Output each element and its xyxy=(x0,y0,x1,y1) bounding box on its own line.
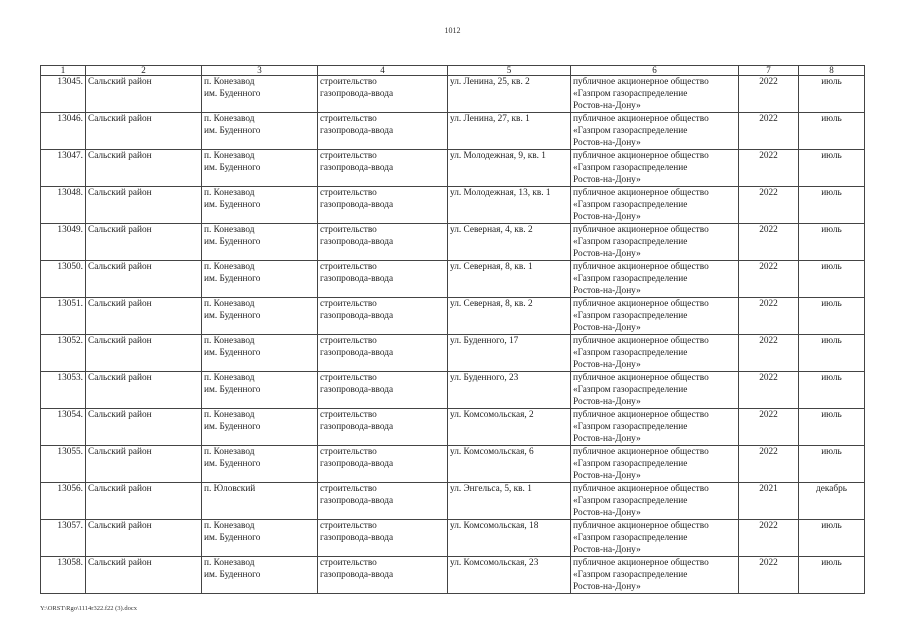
month-cell: июль xyxy=(799,113,865,150)
month-cell: июль xyxy=(799,557,865,594)
locality-cell: п. Конезавод им. Буденного xyxy=(202,298,318,335)
row-number-cell: 13050. xyxy=(41,261,86,298)
district-cell: Сальский район xyxy=(86,261,202,298)
work-type-cell: строительство газопровода-ввода xyxy=(318,76,448,113)
table-row xyxy=(41,76,865,113)
table-row xyxy=(41,409,865,446)
column-header: 1 xyxy=(41,66,86,76)
row-number-cell: 13052. xyxy=(41,335,86,372)
address-cell: ул. Ленина, 25, кв. 2 xyxy=(448,76,571,113)
work-type-cell: строительство газопровода-ввода xyxy=(318,372,448,409)
table-row xyxy=(41,520,865,557)
organization-cell: публичное акционерное общество «Газпром газораспределение Ростов-на-Дону» xyxy=(571,113,739,150)
address-cell: ул. Северная, 4, кв. 2 xyxy=(448,224,571,261)
year-cell: 2022 xyxy=(739,113,799,150)
month-cell: декабрь xyxy=(799,483,865,520)
work-type-cell: строительство газопровода-ввода xyxy=(318,446,448,483)
locality-cell: п. Конезавод им. Буденного xyxy=(202,113,318,150)
year-cell: 2022 xyxy=(739,187,799,224)
locality-cell: п. Конезавод им. Буденного xyxy=(202,446,318,483)
year-cell: 2022 xyxy=(739,446,799,483)
address-cell: ул. Комсомольская, 2 xyxy=(448,409,571,446)
locality-cell: п. Конезавод им. Буденного xyxy=(202,187,318,224)
table-row xyxy=(41,187,865,224)
row-number-cell: 13053. xyxy=(41,372,86,409)
address-cell: ул. Северная, 8, кв. 2 xyxy=(448,298,571,335)
table-row xyxy=(41,298,865,335)
work-type-cell: строительство газопровода-ввода xyxy=(318,224,448,261)
month-cell: июль xyxy=(799,335,865,372)
district-cell: Сальский район xyxy=(86,557,202,594)
district-cell: Сальский район xyxy=(86,409,202,446)
year-cell: 2022 xyxy=(739,298,799,335)
year-cell: 2022 xyxy=(739,372,799,409)
organization-cell: публичное акционерное общество «Газпром газораспределение Ростов-на-Дону» xyxy=(571,520,739,557)
column-header: 2 xyxy=(86,66,202,76)
organization-cell: публичное акционерное общество «Газпром газораспределение Ростов-на-Дону» xyxy=(571,372,739,409)
work-type-cell: строительство газопровода-ввода xyxy=(318,150,448,187)
district-cell: Сальский район xyxy=(86,298,202,335)
row-number-cell: 13056. xyxy=(41,483,86,520)
work-type-cell: строительство газопровода-ввода xyxy=(318,187,448,224)
locality-cell: п. Конезавод им. Буденного xyxy=(202,335,318,372)
address-cell: ул. Молодежная, 13, кв. 1 xyxy=(448,187,571,224)
district-cell: Сальский район xyxy=(86,372,202,409)
month-cell: июль xyxy=(799,76,865,113)
row-number-cell: 13055. xyxy=(41,446,86,483)
column-header: 3 xyxy=(202,66,318,76)
district-cell: Сальский район xyxy=(86,483,202,520)
year-cell: 2022 xyxy=(739,557,799,594)
month-cell: июль xyxy=(799,520,865,557)
year-cell: 2022 xyxy=(739,409,799,446)
district-cell: Сальский район xyxy=(86,224,202,261)
column-header: 4 xyxy=(318,66,448,76)
address-cell: ул. Ленина, 27, кв. 1 xyxy=(448,113,571,150)
row-number-cell: 13049. xyxy=(41,224,86,261)
locality-cell: п. Конезавод им. Буденного xyxy=(202,150,318,187)
row-number-cell: 13046. xyxy=(41,113,86,150)
organization-cell: публичное акционерное общество «Газпром газораспределение Ростов-на-Дону» xyxy=(571,446,739,483)
address-cell: ул. Молодежная, 9, кв. 1 xyxy=(448,150,571,187)
table-row xyxy=(41,113,865,150)
row-number-cell: 13048. xyxy=(41,187,86,224)
work-type-cell: строительство газопровода-ввода xyxy=(318,483,448,520)
address-cell: ул. Комсомольская, 18 xyxy=(448,520,571,557)
row-number-cell: 13054. xyxy=(41,409,86,446)
year-cell: 2021 xyxy=(739,483,799,520)
row-number-cell: 13057. xyxy=(41,520,86,557)
organization-cell: публичное акционерное общество «Газпром газораспределение Ростов-на-Дону» xyxy=(571,557,739,594)
organization-cell: публичное акционерное общество «Газпром газораспределение Ростов-на-Дону» xyxy=(571,224,739,261)
registry-table xyxy=(40,65,865,594)
address-cell: ул. Комсомольская, 6 xyxy=(448,446,571,483)
month-cell: июль xyxy=(799,224,865,261)
district-cell: Сальский район xyxy=(86,76,202,113)
year-cell: 2022 xyxy=(739,261,799,298)
district-cell: Сальский район xyxy=(86,446,202,483)
page-number: 1012 xyxy=(444,26,461,35)
district-cell: Сальский район xyxy=(86,335,202,372)
year-cell: 2022 xyxy=(739,520,799,557)
year-cell: 2022 xyxy=(739,335,799,372)
table-row xyxy=(41,446,865,483)
table-row xyxy=(41,557,865,594)
organization-cell: публичное акционерное общество «Газпром газораспределение Ростов-на-Дону» xyxy=(571,187,739,224)
work-type-cell: строительство газопровода-ввода xyxy=(318,520,448,557)
locality-cell: п. Конезавод им. Буденного xyxy=(202,224,318,261)
organization-cell: публичное акционерное общество «Газпром газораспределение Ростов-на-Дону» xyxy=(571,261,739,298)
locality-cell: п. Конезавод им. Буденного xyxy=(202,76,318,113)
month-cell: июль xyxy=(799,187,865,224)
organization-cell: публичное акционерное общество «Газпром газораспределение Ростов-на-Дону» xyxy=(571,150,739,187)
locality-cell: п. Конезавод им. Буденного xyxy=(202,520,318,557)
month-cell: июль xyxy=(799,298,865,335)
organization-cell: публичное акционерное общество «Газпром газораспределение Ростов-на-Дону» xyxy=(571,409,739,446)
organization-cell: публичное акционерное общество «Газпром газораспределение Ростов-на-Дону» xyxy=(571,483,739,520)
organization-cell: публичное акционерное общество «Газпром газораспределение Ростов-на-Дону» xyxy=(571,335,739,372)
year-cell: 2022 xyxy=(739,224,799,261)
table-row xyxy=(41,483,865,520)
table-row xyxy=(41,224,865,261)
work-type-cell: строительство газопровода-ввода xyxy=(318,261,448,298)
locality-cell: п. Конезавод им. Буденного xyxy=(202,261,318,298)
locality-cell: п. Юловский xyxy=(202,483,318,520)
column-header: 7 xyxy=(739,66,799,76)
table-row xyxy=(41,335,865,372)
table-row xyxy=(41,150,865,187)
month-cell: июль xyxy=(799,372,865,409)
work-type-cell: строительство газопровода-ввода xyxy=(318,409,448,446)
row-number-cell: 13051. xyxy=(41,298,86,335)
district-cell: Сальский район xyxy=(86,150,202,187)
district-cell: Сальский район xyxy=(86,187,202,224)
district-cell: Сальский район xyxy=(86,113,202,150)
work-type-cell: строительство газопровода-ввода xyxy=(318,298,448,335)
header-row xyxy=(41,66,865,76)
locality-cell: п. Конезавод им. Буденного xyxy=(202,557,318,594)
organization-cell: публичное акционерное общество «Газпром газораспределение Ростов-на-Дону» xyxy=(571,298,739,335)
footer-file-path: Y:\ORST\Rgo\1114r322.f22 (3).docx xyxy=(40,605,137,612)
organization-cell: публичное акционерное общество «Газпром газораспределение Ростов-на-Дону» xyxy=(571,76,739,113)
row-number-cell: 13045. xyxy=(41,76,86,113)
month-cell: июль xyxy=(799,150,865,187)
column-header: 6 xyxy=(571,66,739,76)
table-row xyxy=(41,261,865,298)
column-header: 5 xyxy=(448,66,571,76)
address-cell: ул. Комсомольская, 23 xyxy=(448,557,571,594)
address-cell: ул. Буденного, 23 xyxy=(448,372,571,409)
month-cell: июль xyxy=(799,409,865,446)
work-type-cell: строительство газопровода-ввода xyxy=(318,557,448,594)
column-header: 8 xyxy=(799,66,865,76)
row-number-cell: 13047. xyxy=(41,150,86,187)
address-cell: ул. Буденного, 17 xyxy=(448,335,571,372)
month-cell: июль xyxy=(799,261,865,298)
row-number-cell: 13058. xyxy=(41,557,86,594)
table-row xyxy=(41,372,865,409)
work-type-cell: строительство газопровода-ввода xyxy=(318,113,448,150)
month-cell: июль xyxy=(799,446,865,483)
address-cell: ул. Северная, 8, кв. 1 xyxy=(448,261,571,298)
year-cell: 2022 xyxy=(739,76,799,113)
year-cell: 2022 xyxy=(739,150,799,187)
locality-cell: п. Конезавод им. Буденного xyxy=(202,372,318,409)
locality-cell: п. Конезавод им. Буденного xyxy=(202,409,318,446)
work-type-cell: строительство газопровода-ввода xyxy=(318,335,448,372)
district-cell: Сальский район xyxy=(86,520,202,557)
address-cell: ул. Энгельса, 5, кв. 1 xyxy=(448,483,571,520)
